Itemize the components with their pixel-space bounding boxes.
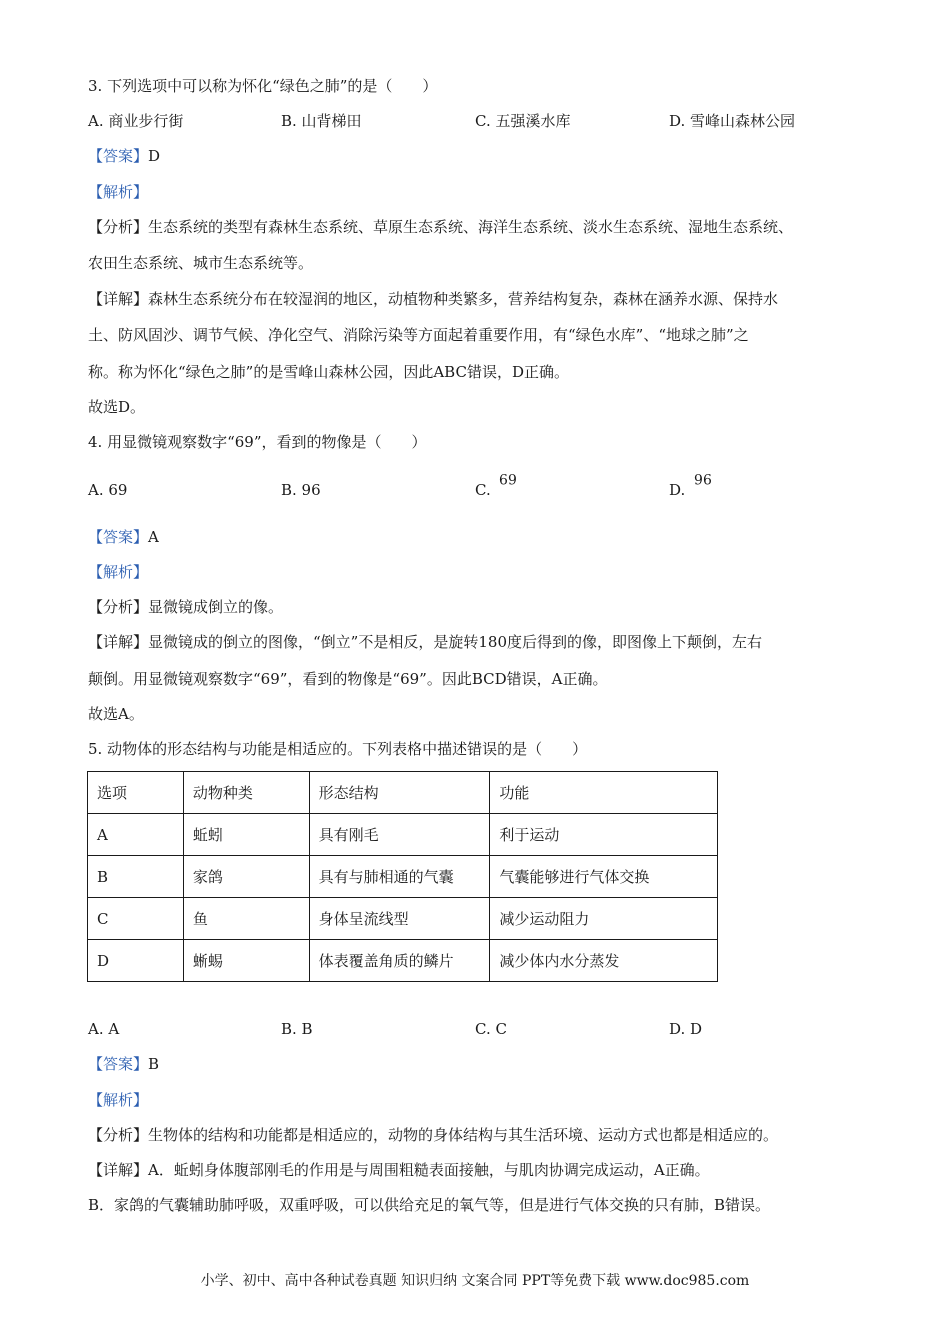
q3-explain-tag: 【解析】: [88, 183, 149, 201]
q3-answer: [88, 146, 160, 166]
table-cell: 利于运动: [490, 814, 718, 856]
q3-analysis-1: [88, 217, 793, 237]
table-cell: D: [88, 940, 184, 982]
table-header-cell: 形态结构: [309, 772, 490, 814]
page-footer: 小学、初中、高中各种试卷真题 知识归纳 文案合同 PPT等免费下载 www.doc985.com: [200, 1273, 750, 1289]
q4-explain-tag: 【解析】: [88, 563, 149, 581]
q4-detail-1: [88, 632, 762, 652]
q5-answer: [88, 1054, 159, 1074]
q4-option-c: C.: [475, 481, 491, 499]
analysis-tag: 【分析】: [88, 218, 149, 236]
table-cell: 体表覆盖角质的鳞片: [309, 940, 490, 982]
q4-option-b: B. 96: [281, 481, 321, 499]
q4-option-d: D.: [669, 481, 686, 499]
detail-tag: 【详解】: [88, 1161, 149, 1179]
detail-tag: 【详解】: [88, 633, 149, 651]
q5-detail-1: [88, 1160, 710, 1180]
analysis-tag: 【分析】: [88, 1126, 149, 1144]
detail-text: A．蚯蚓身体腹部刚毛的作用是与周围粗糙表面接触，与肌肉协调完成运动，A正确。: [148, 1161, 710, 1179]
detail-text: 显微镜成的倒立的图像，“倒立”不是相反，是旋转180度后得到的像，即图像上下颠倒，左右: [148, 633, 762, 651]
q5-question: 5. 动物体的形态结构与功能是相适应的。下列表格中描述错误的是（ ）: [88, 740, 588, 758]
q3-option-c: C. 五强溪水库: [475, 112, 571, 130]
table-row: [88, 814, 718, 856]
answer-tag: 【答案】: [88, 147, 149, 165]
table-cell: 减少体内水分蒸发: [490, 940, 718, 982]
analysis-text: 生物体的结构和功能都是相适应的，动物的身体结构与其生活环境、运动方式也都是相适应的。: [148, 1126, 779, 1144]
q5-option-a: A. A: [88, 1020, 120, 1038]
table-cell: B: [88, 856, 184, 898]
analysis-text: 生态系统的类型有森林生态系统、草原生态系统、海洋生态系统、淡水生态系统、湿地生态系统、: [148, 218, 794, 236]
table-header-cell: 动物种类: [183, 772, 309, 814]
answer-value: B: [148, 1055, 160, 1073]
q3-analysis-2: 农田生态系统、城市生态系统等。: [88, 254, 314, 272]
table-row: [88, 940, 718, 982]
table-cell: C: [88, 898, 184, 940]
q5-detail-2: B．家鸽的气囊辅助肺呼吸，双重呼吸，可以供给充足的氧气等，但是进行气体交换的只有肺，B错误。: [88, 1196, 771, 1214]
table-row: [88, 856, 718, 898]
detail-tag: 【详解】: [88, 290, 149, 308]
q5-option-c: C. C: [475, 1020, 507, 1038]
table-cell: 具有与肺相通的气囊: [309, 856, 490, 898]
detail-text: 森林生态系统分布在较湿润的地区，动植物种类繁多，营养结构复杂，森林在涵养水源、保持水: [148, 290, 779, 308]
q4-option-d-rotated-glyph: 96: [694, 470, 712, 486]
q4-analysis-1: [88, 597, 283, 617]
q4-question: 4. 用显微镜观察数字“69”，看到的物像是（ ）: [88, 433, 427, 451]
table-cell: 气囊能够进行气体交换: [490, 856, 718, 898]
q3-option-a: A. 商业步行街: [88, 112, 184, 130]
q4-conclusion: 故选A。: [88, 705, 144, 723]
q4-detail-2: 颠倒。用显微镜观察数字“69”，看到的物像是“69”。因此BCD错误，A正确。: [88, 670, 608, 688]
q5-explain-tag: 【解析】: [88, 1091, 149, 1109]
table-cell: 减少运动阻力: [490, 898, 718, 940]
table-cell: 具有刚毛: [309, 814, 490, 856]
answer-value: D: [148, 147, 161, 165]
q3-option-b: B. 山背梯田: [281, 112, 362, 130]
q4-option-a: A. 69: [88, 481, 128, 499]
answer-tag: 【答案】: [88, 528, 149, 546]
table-header-cell: 功能: [490, 772, 718, 814]
q3-option-d: D. 雪峰山森林公园: [669, 112, 796, 130]
answer-value: A: [148, 528, 159, 546]
table-cell: A: [88, 814, 184, 856]
q3-question: 3. 下列选项中可以称为怀化“绿色之肺”的是（ ）: [88, 77, 438, 95]
table-cell: 鱼: [183, 898, 309, 940]
table-header-row: [88, 772, 718, 814]
answer-tag: 【答案】: [88, 1055, 149, 1073]
table-row: [88, 898, 718, 940]
analysis-text: 显微镜成倒立的像。: [148, 598, 284, 616]
q5-option-d: D. D: [669, 1020, 703, 1038]
q5-option-b: B. B: [281, 1020, 313, 1038]
q4-answer: [88, 527, 159, 547]
table-cell: 家鸽: [183, 856, 309, 898]
q3-detail-2: 土、防风固沙、调节气候、净化空气、消除污染等方面起着重要作用，有“绿色水库”、“地球之肺”之: [88, 326, 749, 344]
table-cell: 蚯蚓: [183, 814, 309, 856]
q3-detail-1: [88, 289, 778, 309]
q3-detail-3: 称。称为怀化“绿色之肺”的是雪峰山森林公园，因此ABC错误，D正确。: [88, 363, 569, 381]
q4-option-c-rotated-glyph: 69: [499, 470, 517, 486]
q3-conclusion: 故选D。: [88, 398, 146, 416]
table-header-cell: 选项: [88, 772, 184, 814]
analysis-tag: 【分析】: [88, 598, 149, 616]
table-cell: 蜥蜴: [183, 940, 309, 982]
table-cell: 身体呈流线型: [309, 898, 490, 940]
q5-analysis-1: [88, 1125, 778, 1145]
q5-table: [87, 771, 718, 982]
